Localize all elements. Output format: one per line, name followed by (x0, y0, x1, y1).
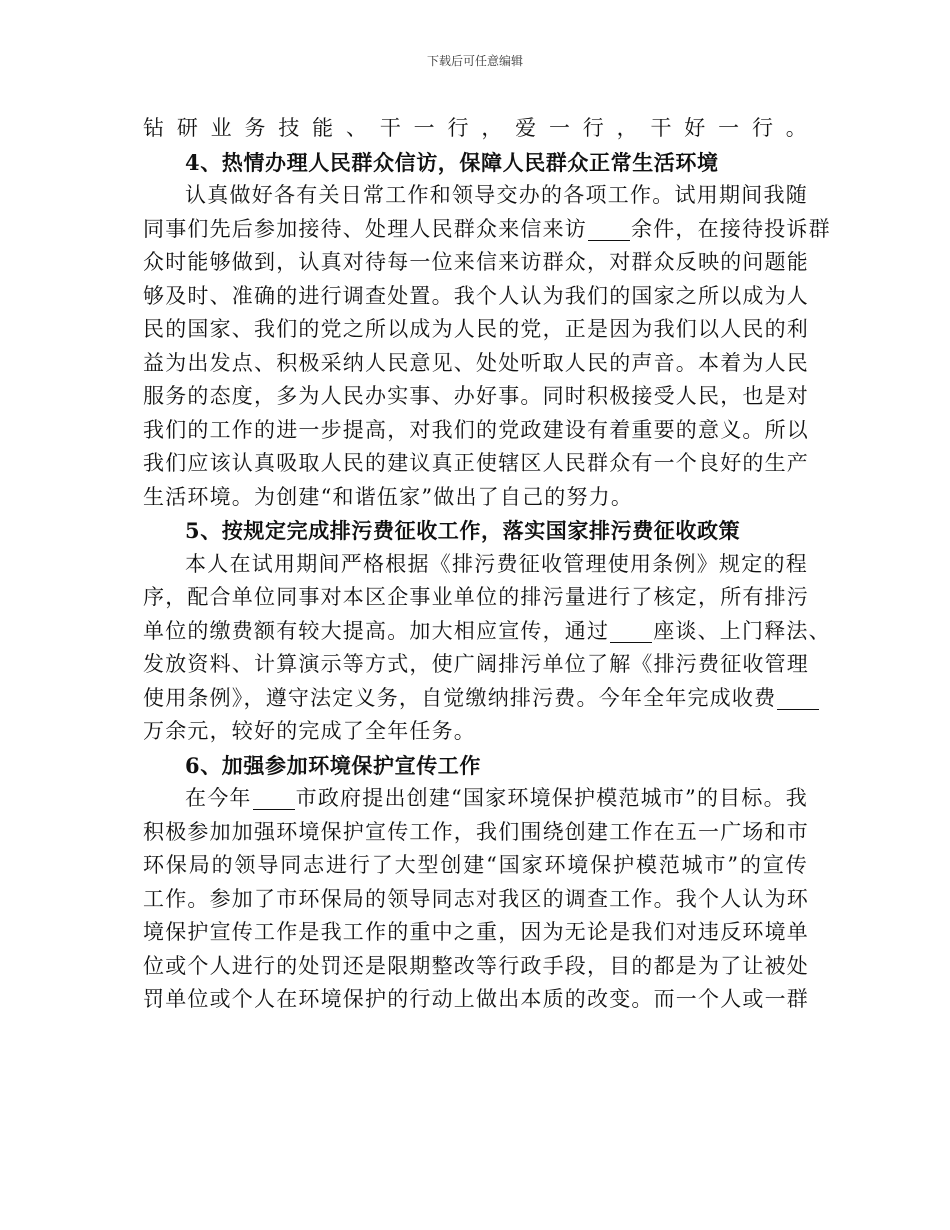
blank-underline (777, 689, 819, 710)
text-line-content: 积极参加加强环境保护宣传工作，我们围绕创建工作在五一广场和市 (143, 819, 809, 844)
text-line-content: 境保护宣传工作是我工作的重中之重，因为无论是我们对违反环境单 (143, 920, 809, 944)
text-line-content: 6、加强参加环境保护宣传工作 (185, 752, 482, 778)
text-line (143, 414, 808, 448)
text-line (143, 280, 808, 314)
text-line (143, 782, 808, 816)
text-line (143, 648, 808, 682)
text-line-content: 座谈、上门释法、 (653, 618, 831, 643)
text-line-content: 服务的态度，多为人民办实事、办好事。同时积极接受人民，也是对 (143, 384, 809, 408)
text-line-content: 位或个人进行的处罚还是限期整改等行政手段，目的都是为了让被处 (143, 953, 809, 978)
blank-underline (610, 622, 652, 643)
text-line (143, 615, 831, 649)
text-line-content: 发放资料、计算演示等方式，使广阔排污单位了解《排污费征收管理 (143, 652, 809, 676)
text-line (143, 447, 808, 481)
text-line-content: 罚单位或个人在环境保护的行动上做出本质的改变。而一个人或一群 (143, 987, 809, 1011)
text-line-content: 市政府提出创建“国家环境保护模范城市”的目标。我 (295, 786, 808, 810)
text-line (143, 179, 808, 213)
text-line (143, 916, 808, 950)
text-line-content: 我们应该认真吸取人民的建议真正使辖区人民群众有一个良好的生产 (143, 451, 809, 475)
text-line-content: 众时能够做到，认真对待每一位来信来访群众，对群众反映的问题能 (143, 250, 809, 274)
text-line-content: 认真做好各有关日常工作和领导交办的各项工作。试用期间我随 (185, 183, 808, 207)
text-line (143, 313, 808, 347)
blank-underline (253, 789, 295, 810)
text-line-content: 5、按规定完成排污费征收工作，落实国家排污费征收政策 (185, 518, 741, 543)
text-line-content: 单位的缴费额有较大提高。加大相应宣传，通过 (143, 618, 610, 643)
text-line (143, 213, 831, 247)
text-line (143, 950, 808, 984)
text-line-content: 本人在试用期间严格根据《排污费征收管理使用条例》规定的程 (185, 551, 808, 576)
section-heading (143, 146, 808, 180)
text-line-content: 4、热情办理人民群众信访，保障人民群众正常生活环境 (185, 149, 719, 175)
page-header: 下载后可任意编辑 (426, 54, 523, 68)
section-heading (143, 749, 808, 783)
text-line-content: 工作。参加了市环保局的领导同志对我区的调查工作。我个人认为环 (143, 886, 809, 911)
text-line-content: 环保局的领导同志进行了大型创建“国家环境保护模范城市”的宣传 (143, 853, 808, 877)
blank-underline (588, 220, 630, 241)
text-line-content: 生活环境。为创建“和谐伍家”做出了自己的努力。 (143, 484, 634, 509)
text-line-content: 余件，在接待投诉群 (631, 216, 831, 241)
text-line (143, 883, 808, 917)
text-line-content: 够及时、准确的进行调查处置。我个人认为我们的国家之所以成为人 (143, 283, 809, 308)
document-body (143, 112, 831, 1017)
text-line (143, 849, 808, 883)
text-line-content: 民的国家、我们的党之所以成为人民的党，正是因为我们以人民的利 (143, 317, 809, 341)
text-line (143, 715, 808, 749)
text-line (143, 816, 808, 850)
text-line (143, 347, 808, 381)
text-line (143, 112, 808, 146)
text-line-content: 使用条例》，遵守法定义务，自觉缴纳排污费。今年全年完成收费 (143, 685, 777, 710)
text-line (143, 380, 808, 414)
text-line (143, 548, 808, 582)
text-line (143, 581, 808, 615)
text-line (143, 246, 808, 280)
text-line-content: 益为出发点、积极采纳人民意见、处处听取人民的声音。本着为人民 (143, 350, 809, 375)
text-line-content: 我们的工作的进一步提高，对我们的党政建设有着重要的意义。所以 (143, 417, 809, 442)
text-line (143, 983, 808, 1017)
text-line-content: 万余元，较好的完成了全年任务。 (143, 719, 476, 743)
text-line (143, 682, 808, 716)
text-line-content: 同事们先后参加接待、处理人民群众来信来访 (143, 216, 587, 241)
text-line-content: 钻研业务技能、干一行，爱一行，干好一行。 (143, 116, 808, 140)
section-heading (143, 514, 808, 548)
text-line-content: 在今年 (185, 786, 252, 810)
text-line (143, 481, 808, 515)
text-line-content: 序，配合单位同事对本区企事业单位的排污量进行了核定，所有排污 (143, 585, 809, 609)
